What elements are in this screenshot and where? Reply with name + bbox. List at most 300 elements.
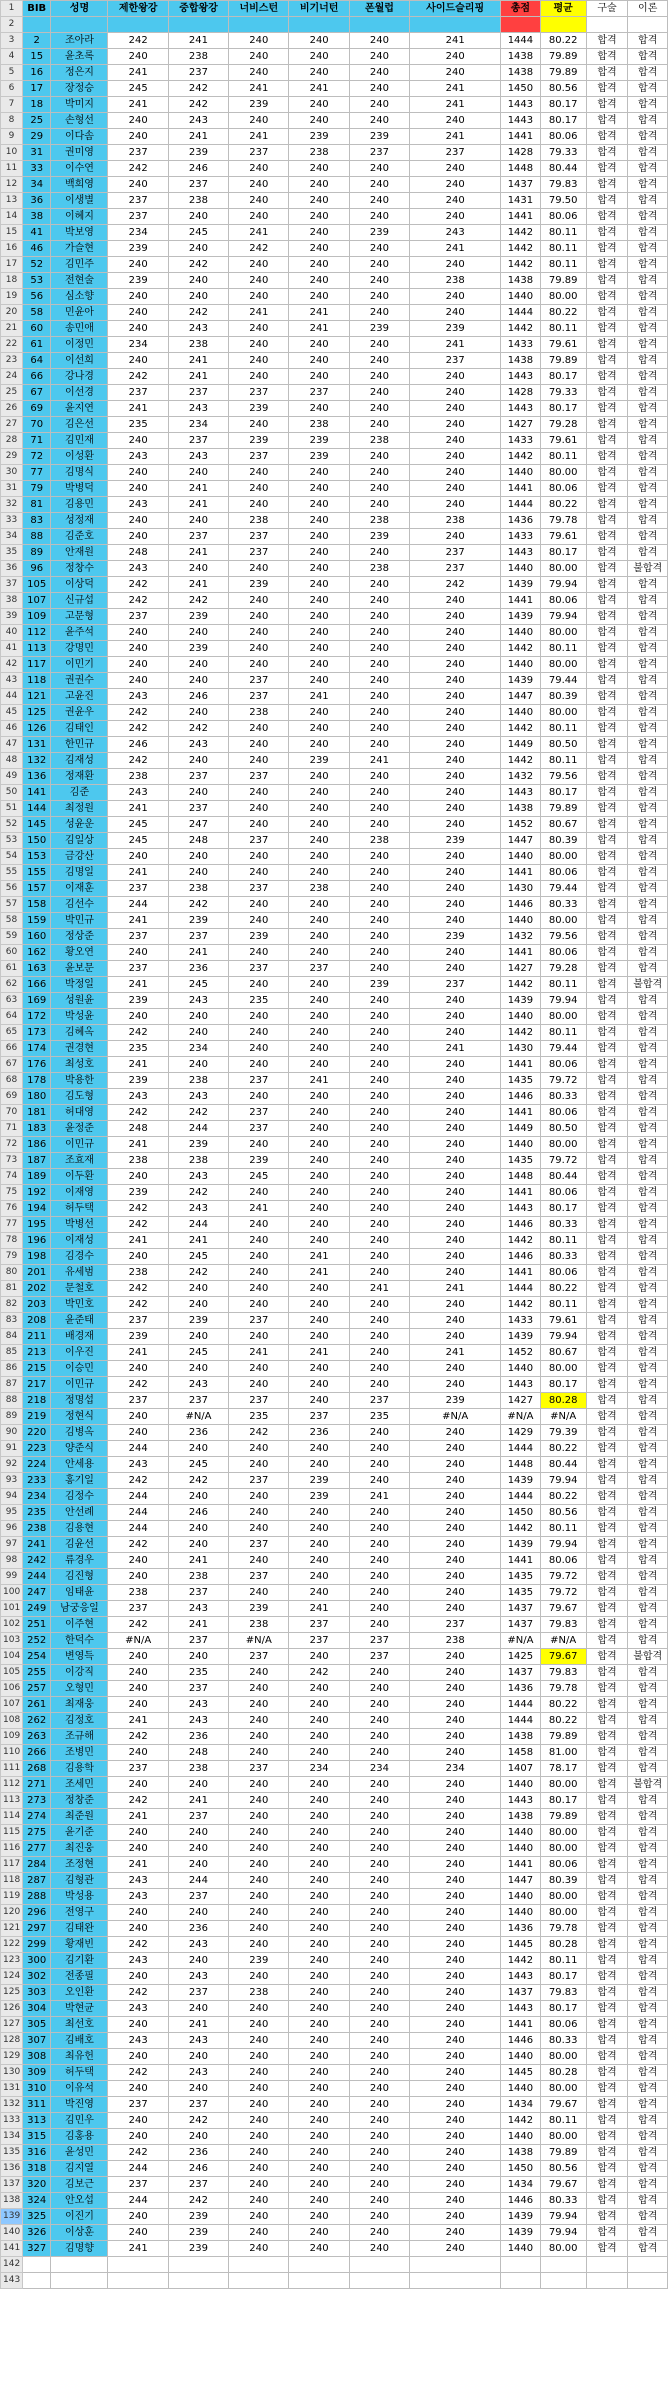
avg-cell[interactable]: 80.06	[540, 1553, 586, 1569]
theory-cell[interactable]: 불합격	[628, 977, 668, 993]
name-cell[interactable]: 이우진	[51, 1345, 108, 1361]
bib-cell[interactable]: 58	[22, 305, 51, 321]
score-c3[interactable]: 240	[229, 945, 289, 961]
bib-cell[interactable]: 219	[22, 1409, 51, 1425]
avg-cell[interactable]: 80.11	[540, 241, 586, 257]
avg-cell[interactable]: 80.44	[540, 1169, 586, 1185]
score-c4[interactable]: 240	[289, 1841, 349, 1857]
total-cell[interactable]: 1437	[501, 1665, 540, 1681]
theory-cell[interactable]: 합격	[628, 1089, 668, 1105]
bib-cell[interactable]: 251	[22, 1617, 51, 1633]
theory-cell[interactable]: 합격	[628, 1729, 668, 1745]
grade-cell[interactable]: 합격	[586, 1169, 628, 1185]
score-c1[interactable]: 244	[108, 2161, 168, 2177]
score-c5[interactable]: 240	[349, 49, 409, 65]
score-c6[interactable]: 240	[410, 1873, 501, 1889]
row-number[interactable]: 30	[1, 465, 23, 481]
name-cell[interactable]: 박미지	[51, 97, 108, 113]
theory-cell[interactable]: 합격	[628, 1809, 668, 1825]
total-cell[interactable]: 1434	[501, 2177, 540, 2193]
total-cell[interactable]: 1442	[501, 721, 540, 737]
name-cell[interactable]: 조세민	[51, 1777, 108, 1793]
bib-cell[interactable]: 297	[22, 1921, 51, 1937]
bib-cell[interactable]: 224	[22, 1457, 51, 1473]
score-c3[interactable]: 240	[229, 1809, 289, 1825]
name-cell[interactable]: 강명민	[51, 641, 108, 657]
score-c6[interactable]: 240	[410, 177, 501, 193]
score-c5[interactable]: 240	[349, 449, 409, 465]
score-c3[interactable]: 241	[229, 1345, 289, 1361]
score-c4[interactable]: 240	[289, 2177, 349, 2193]
score-c4[interactable]: 240	[289, 1713, 349, 1729]
theory-cell[interactable]: 합격	[628, 1057, 668, 1073]
theory-cell[interactable]: 합격	[628, 1617, 668, 1633]
header-cell[interactable]	[229, 17, 289, 33]
score-c1[interactable]: 240	[108, 465, 168, 481]
grade-cell[interactable]: 합격	[586, 1425, 628, 1441]
score-c2[interactable]: 247	[168, 817, 228, 833]
score-c6[interactable]: 240	[410, 209, 501, 225]
grade-cell[interactable]: 합격	[586, 609, 628, 625]
score-c2[interactable]: 236	[168, 2145, 228, 2161]
avg-cell[interactable]: 80.67	[540, 1345, 586, 1361]
score-c3[interactable]: 240	[229, 1585, 289, 1601]
name-cell[interactable]: 박성용	[51, 1889, 108, 1905]
score-c4[interactable]: 241	[289, 1249, 349, 1265]
grade-cell[interactable]: 합격	[586, 1137, 628, 1153]
name-cell[interactable]: 김배호	[51, 2033, 108, 2049]
score-c6[interactable]: 240	[410, 689, 501, 705]
total-cell[interactable]: 1434	[501, 2097, 540, 2113]
score-c3[interactable]: 240	[229, 1905, 289, 1921]
score-c1[interactable]: 242	[108, 2065, 168, 2081]
score-c3[interactable]: 237	[229, 1313, 289, 1329]
name-cell[interactable]: 이선경	[51, 385, 108, 401]
row-number[interactable]: 110	[1, 1745, 23, 1761]
avg-cell[interactable]: 79.83	[540, 1665, 586, 1681]
row-number[interactable]: 12	[1, 177, 23, 193]
total-cell[interactable]: 1449	[501, 1121, 540, 1137]
bib-cell[interactable]: 324	[22, 2193, 51, 2209]
score-c5[interactable]: 240	[349, 689, 409, 705]
score-c4[interactable]: 240	[289, 1697, 349, 1713]
row-number[interactable]: 48	[1, 753, 23, 769]
score-c2[interactable]: 239	[168, 641, 228, 657]
avg-cell[interactable]: 80.56	[540, 2161, 586, 2177]
score-c2[interactable]: 237	[168, 433, 228, 449]
total-cell[interactable]: 1446	[501, 897, 540, 913]
bib-cell[interactable]: 223	[22, 1441, 51, 1457]
score-c4[interactable]: 240	[289, 1537, 349, 1553]
score-c3[interactable]: 240	[229, 273, 289, 289]
theory-cell[interactable]: 합격	[628, 33, 668, 49]
avg-cell[interactable]: 80.33	[540, 2033, 586, 2049]
row-number[interactable]: 128	[1, 2033, 23, 2049]
score-c3[interactable]: 240	[229, 1681, 289, 1697]
score-c3[interactable]: 240	[229, 865, 289, 881]
score-c1[interactable]: 238	[108, 769, 168, 785]
row-number[interactable]: 73	[1, 1153, 23, 1169]
avg-cell[interactable]: 80.00	[540, 289, 586, 305]
name-cell[interactable]: 김정호	[51, 1713, 108, 1729]
score-c4[interactable]: 240	[289, 785, 349, 801]
score-c1[interactable]: 240	[108, 513, 168, 529]
score-c3[interactable]: 240	[229, 177, 289, 193]
theory-cell[interactable]: 합격	[628, 721, 668, 737]
avg-cell[interactable]: 80.11	[540, 225, 586, 241]
row-number[interactable]: 91	[1, 1441, 23, 1457]
score-c1[interactable]: 242	[108, 1729, 168, 1745]
score-c4[interactable]: 240	[289, 1313, 349, 1329]
score-c5[interactable]: 239	[349, 321, 409, 337]
bib-cell[interactable]: 234	[22, 1489, 51, 1505]
avg-cell[interactable]: 79.28	[540, 961, 586, 977]
avg-cell[interactable]: 80.67	[540, 817, 586, 833]
bib-cell[interactable]: 81	[22, 497, 51, 513]
score-c1[interactable]: 243	[108, 1889, 168, 1905]
row-number[interactable]: 115	[1, 1825, 23, 1841]
name-cell[interactable]: 고윤진	[51, 689, 108, 705]
grade-cell[interactable]: 합격	[586, 1121, 628, 1137]
theory-cell[interactable]: 합격	[628, 2209, 668, 2225]
score-c3[interactable]: 237	[229, 961, 289, 977]
score-c1[interactable]: 240	[108, 289, 168, 305]
name-cell[interactable]: 김병옥	[51, 1425, 108, 1441]
score-c1[interactable]: 240	[108, 641, 168, 657]
total-cell[interactable]: 1443	[501, 1793, 540, 1809]
score-c6[interactable]: 240	[410, 1169, 501, 1185]
header-cell[interactable]	[410, 17, 501, 33]
score-c4[interactable]: 240	[289, 497, 349, 513]
avg-cell[interactable]: 79.78	[540, 1681, 586, 1697]
row-number[interactable]: 130	[1, 2065, 23, 2081]
theory-cell[interactable]: 합격	[628, 1009, 668, 1025]
name-cell[interactable]: 김민주	[51, 257, 108, 273]
score-c3[interactable]: 240	[229, 801, 289, 817]
theory-cell[interactable]: 합격	[628, 1921, 668, 1937]
grade-cell[interactable]: 합격	[586, 2209, 628, 2225]
name-cell[interactable]: 박진영	[51, 2097, 108, 2113]
score-c5[interactable]: 240	[349, 1969, 409, 1985]
theory-cell[interactable]: 합격	[628, 1489, 668, 1505]
total-cell[interactable]: 1442	[501, 1297, 540, 1313]
score-c6[interactable]: 239	[410, 929, 501, 945]
row-number[interactable]: 52	[1, 817, 23, 833]
avg-cell[interactable]: 80.11	[540, 449, 586, 465]
grade-cell[interactable]: 합격	[586, 2145, 628, 2161]
score-c3[interactable]: 239	[229, 1153, 289, 1169]
grade-cell[interactable]: 합격	[586, 1329, 628, 1345]
score-c5[interactable]: 240	[349, 1233, 409, 1249]
grade-cell[interactable]: 합격	[586, 929, 628, 945]
score-c4[interactable]: 240	[289, 561, 349, 577]
name-cell[interactable]: 김준	[51, 785, 108, 801]
score-c4[interactable]: 239	[289, 129, 349, 145]
total-cell[interactable]: 1433	[501, 433, 540, 449]
score-c5[interactable]: 240	[349, 545, 409, 561]
score-c6[interactable]: 240	[410, 49, 501, 65]
score-c1[interactable]: 242	[108, 1793, 168, 1809]
grade-cell[interactable]: 합격	[586, 1953, 628, 1969]
name-cell[interactable]: 남궁응일	[51, 1601, 108, 1617]
score-c6[interactable]: 241	[410, 241, 501, 257]
theory-cell[interactable]: 합격	[628, 1297, 668, 1313]
avg-cell[interactable]: 80.11	[540, 1025, 586, 1041]
avg-cell[interactable]: 79.94	[540, 609, 586, 625]
score-c2[interactable]: 240	[168, 849, 228, 865]
avg-cell[interactable]: 79.89	[540, 49, 586, 65]
theory-cell[interactable]: 합격	[628, 625, 668, 641]
score-c1[interactable]: 244	[108, 1505, 168, 1521]
score-c4[interactable]: 240	[289, 1089, 349, 1105]
score-c1[interactable]: 240	[108, 113, 168, 129]
total-cell[interactable]: 1452	[501, 817, 540, 833]
score-c6[interactable]: 240	[410, 2129, 501, 2145]
score-c2[interactable]: 240	[168, 1025, 228, 1041]
score-c1[interactable]: 242	[108, 593, 168, 609]
score-c4[interactable]: 240	[289, 1969, 349, 1985]
header-cell[interactable]	[108, 17, 168, 33]
score-c4[interactable]: 240	[289, 337, 349, 353]
grade-cell[interactable]: 합격	[586, 689, 628, 705]
bib-cell[interactable]: 277	[22, 1841, 51, 1857]
theory-cell[interactable]: 합격	[628, 545, 668, 561]
score-c2[interactable]: 237	[168, 1889, 228, 1905]
total-cell[interactable]: 1447	[501, 1873, 540, 1889]
avg-cell[interactable]: 80.44	[540, 161, 586, 177]
score-c5[interactable]: 240	[349, 1681, 409, 1697]
total-cell[interactable]: 1442	[501, 1233, 540, 1249]
avg-cell[interactable]: 80.06	[540, 1185, 586, 1201]
score-c2[interactable]: 235	[168, 1665, 228, 1681]
score-c3[interactable]: 240	[229, 1281, 289, 1297]
theory-cell[interactable]: 합격	[628, 1681, 668, 1697]
row-number[interactable]: 18	[1, 273, 23, 289]
theory-cell[interactable]: 합격	[628, 1745, 668, 1761]
score-c6[interactable]: 240	[410, 2097, 501, 2113]
total-cell[interactable]: 1439	[501, 1537, 540, 1553]
score-c1[interactable]: 242	[108, 1537, 168, 1553]
score-c5[interactable]: 240	[349, 721, 409, 737]
bib-cell[interactable]: 217	[22, 1377, 51, 1393]
theory-cell[interactable]: 불합격	[628, 1649, 668, 1665]
name-cell[interactable]: 김지열	[51, 2161, 108, 2177]
row-number[interactable]: 20	[1, 305, 23, 321]
score-c3[interactable]: 240	[229, 1553, 289, 1569]
score-c2[interactable]: 243	[168, 993, 228, 1009]
header-cell[interactable]	[540, 17, 586, 33]
avg-cell[interactable]: 80.00	[540, 561, 586, 577]
row-number[interactable]: 2	[1, 17, 23, 33]
score-c3[interactable]: 240	[229, 2033, 289, 2049]
name-cell[interactable]: 전종필	[51, 1969, 108, 1985]
avg-cell[interactable]: 79.44	[540, 673, 586, 689]
avg-cell[interactable]: 80.50	[540, 1121, 586, 1137]
score-c6[interactable]: 240	[410, 1089, 501, 1105]
score-c1[interactable]: 237	[108, 929, 168, 945]
score-c1[interactable]: 240	[108, 1777, 168, 1793]
score-c2[interactable]: 240	[168, 1057, 228, 1073]
grade-cell[interactable]: 합격	[586, 2241, 628, 2257]
score-c3[interactable]: 237	[229, 769, 289, 785]
grade-cell[interactable]: 합격	[586, 81, 628, 97]
score-c1[interactable]: #N/A	[108, 1633, 168, 1649]
name-cell[interactable]: 김용학	[51, 1761, 108, 1777]
score-c1[interactable]: 239	[108, 993, 168, 1009]
score-c3[interactable]: 237	[229, 1393, 289, 1409]
total-cell[interactable]: 1441	[501, 209, 540, 225]
score-c4[interactable]: 240	[289, 929, 349, 945]
score-c3[interactable]: 240	[229, 913, 289, 929]
total-cell[interactable]: 1444	[501, 1489, 540, 1505]
score-c5[interactable]: 240	[349, 1201, 409, 1217]
header-c2[interactable]: 중합왕강	[168, 1, 228, 17]
score-c2[interactable]: 243	[168, 1713, 228, 1729]
name-cell[interactable]: 윤초록	[51, 49, 108, 65]
theory-cell[interactable]: 합격	[628, 1857, 668, 1873]
avg-cell[interactable]: 79.67	[540, 2177, 586, 2193]
avg-cell[interactable]: 80.11	[540, 1953, 586, 1969]
score-c3[interactable]: 239	[229, 97, 289, 113]
bib-cell[interactable]: 46	[22, 241, 51, 257]
avg-cell[interactable]: 79.61	[540, 433, 586, 449]
score-c2[interactable]: 246	[168, 1505, 228, 1521]
score-c5[interactable]: 240	[349, 1569, 409, 1585]
score-c3[interactable]: 237	[229, 1649, 289, 1665]
score-c6[interactable]: 240	[410, 913, 501, 929]
grade-cell[interactable]: 합격	[586, 1185, 628, 1201]
score-c3[interactable]: 240	[229, 1377, 289, 1393]
bib-cell[interactable]: 273	[22, 1793, 51, 1809]
row-number[interactable]: 129	[1, 2049, 23, 2065]
theory-cell[interactable]: 합격	[628, 1041, 668, 1057]
score-c5[interactable]: 240	[349, 705, 409, 721]
bib-cell[interactable]: 69	[22, 401, 51, 417]
theory-cell[interactable]: 합격	[628, 2161, 668, 2177]
avg-cell[interactable]: 80.22	[540, 497, 586, 513]
score-c2[interactable]: 236	[168, 1425, 228, 1441]
score-c2[interactable]: 238	[168, 1073, 228, 1089]
score-c1[interactable]: 242	[108, 1617, 168, 1633]
avg-cell[interactable]: 79.83	[540, 1617, 586, 1633]
total-cell[interactable]: 1440	[501, 2241, 540, 2257]
row-number[interactable]: 64	[1, 1009, 23, 1025]
row-number[interactable]: 80	[1, 1265, 23, 1281]
name-cell[interactable]: 박민규	[51, 913, 108, 929]
grade-cell[interactable]: 합격	[586, 721, 628, 737]
score-c5[interactable]: 240	[349, 1713, 409, 1729]
score-c4[interactable]: 236	[289, 1425, 349, 1441]
total-cell[interactable]: 1440	[501, 1905, 540, 1921]
score-c2[interactable]: 242	[168, 593, 228, 609]
theory-cell[interactable]: 합격	[628, 1217, 668, 1233]
bib-cell[interactable]: 196	[22, 1233, 51, 1249]
name-cell[interactable]: 유세범	[51, 1265, 108, 1281]
score-c2[interactable]: 241	[168, 945, 228, 961]
row-number[interactable]: 1	[1, 1, 23, 17]
score-c4[interactable]: 240	[289, 1745, 349, 1761]
theory-cell[interactable]: 합격	[628, 865, 668, 881]
score-c5[interactable]: 240	[349, 1009, 409, 1025]
score-c2[interactable]: 245	[168, 1457, 228, 1473]
score-c5[interactable]: 240	[349, 929, 409, 945]
score-c5[interactable]: 240	[349, 1057, 409, 1073]
score-c2[interactable]: 240	[168, 1329, 228, 1345]
theory-cell[interactable]: 합격	[628, 737, 668, 753]
score-c6[interactable]: 240	[410, 1649, 501, 1665]
theory-cell[interactable]: 합격	[628, 1889, 668, 1905]
row-number[interactable]: 62	[1, 977, 23, 993]
score-c4[interactable]: 240	[289, 1121, 349, 1137]
score-c3[interactable]: 242	[229, 1425, 289, 1441]
score-c2[interactable]: 240	[168, 273, 228, 289]
avg-cell[interactable]: 80.17	[540, 97, 586, 113]
bib-cell[interactable]: 194	[22, 1201, 51, 1217]
header-c4[interactable]: 비기너턴	[289, 1, 349, 17]
theory-cell[interactable]: 합격	[628, 881, 668, 897]
score-c3[interactable]: 240	[229, 2177, 289, 2193]
score-c1[interactable]: 240	[108, 1361, 168, 1377]
grade-cell[interactable]: 합격	[586, 161, 628, 177]
score-c6[interactable]: 240	[410, 449, 501, 465]
avg-cell[interactable]: 80.17	[540, 1201, 586, 1217]
score-c1[interactable]: 241	[108, 977, 168, 993]
row-number[interactable]: 15	[1, 225, 23, 241]
theory-cell[interactable]: 합격	[628, 241, 668, 257]
score-c5[interactable]: 240	[349, 1217, 409, 1233]
score-c6[interactable]: 240	[410, 1457, 501, 1473]
theory-cell[interactable]: 합격	[628, 1873, 668, 1889]
row-number[interactable]: 55	[1, 865, 23, 881]
theory-cell[interactable]: 합격	[628, 1121, 668, 1137]
avg-cell[interactable]: 80.06	[540, 209, 586, 225]
row-number[interactable]: 89	[1, 1409, 23, 1425]
grade-cell[interactable]: 합격	[586, 1105, 628, 1121]
score-c6[interactable]: 237	[410, 1617, 501, 1633]
score-c4[interactable]: 240	[289, 1297, 349, 1313]
score-c4[interactable]: 240	[289, 1505, 349, 1521]
score-c1[interactable]: 240	[108, 945, 168, 961]
avg-cell[interactable]: 79.61	[540, 1313, 586, 1329]
score-c4[interactable]: 240	[289, 545, 349, 561]
score-c2[interactable]: 242	[168, 1265, 228, 1281]
name-cell[interactable]: 김홍용	[51, 2129, 108, 2145]
total-cell[interactable]: 1443	[501, 785, 540, 801]
avg-cell[interactable]: 80.33	[540, 1217, 586, 1233]
score-c1[interactable]: 239	[108, 1329, 168, 1345]
score-c1[interactable]: 240	[108, 1681, 168, 1697]
name-cell[interactable]: 박보영	[51, 225, 108, 241]
name-cell[interactable]: 최진웅	[51, 1841, 108, 1857]
bib-cell[interactable]: 126	[22, 721, 51, 737]
row-number[interactable]: 120	[1, 1905, 23, 1921]
row-number[interactable]: 46	[1, 721, 23, 737]
avg-cell[interactable]: 80.00	[540, 1777, 586, 1793]
score-c5[interactable]: 240	[349, 401, 409, 417]
grade-cell[interactable]: 합격	[586, 545, 628, 561]
theory-cell[interactable]: 합격	[628, 1841, 668, 1857]
score-c4[interactable]: 241	[289, 1345, 349, 1361]
score-c1[interactable]: 243	[108, 785, 168, 801]
row-number[interactable]: 78	[1, 1233, 23, 1249]
avg-cell[interactable]: 80.17	[540, 113, 586, 129]
bib-cell[interactable]: 203	[22, 1297, 51, 1313]
theory-cell[interactable]: 합격	[628, 1377, 668, 1393]
score-c3[interactable]: 240	[229, 593, 289, 609]
theory-cell[interactable]: 합격	[628, 1793, 668, 1809]
avg-cell[interactable]: 80.06	[540, 2017, 586, 2033]
score-c2[interactable]: 239	[168, 2241, 228, 2257]
